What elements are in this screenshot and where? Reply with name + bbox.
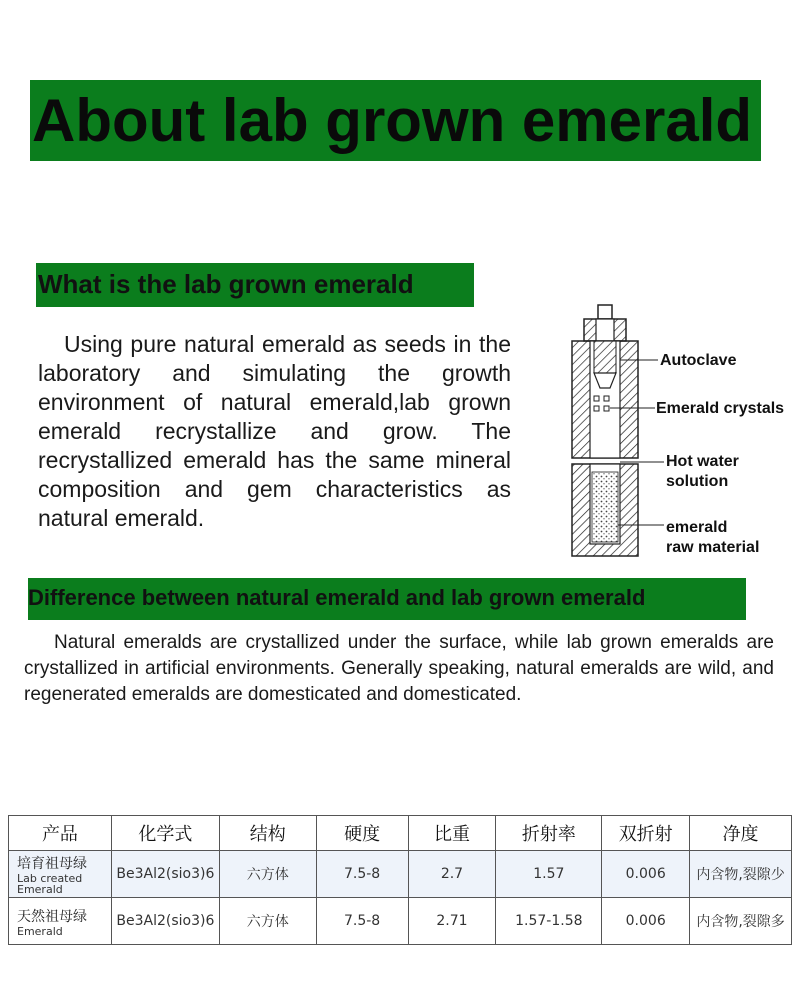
section2-body: Natural emeralds are crystallized under the surface, while lab grown emeralds are crystallized in artificial environments. Generally speaking, natural emeralds are wild, and regenerated emeralds are domesticated and domesticated. [24, 632, 774, 705]
table-cell: 7.5-8 [316, 851, 408, 898]
comparison-table [8, 815, 792, 945]
table-cell: 1.57 [496, 851, 602, 898]
table-cell: 六方体 [219, 898, 316, 945]
table-cell: Be3Al2(sio3)6 [111, 898, 219, 945]
table-header: 净度 [690, 816, 792, 851]
product-name: 培育祖母绿 [17, 856, 87, 872]
label-emerald-raw: emerald [666, 519, 728, 536]
product-name-en: Emerald [17, 883, 63, 896]
table-row [9, 898, 792, 945]
table-header-row [9, 816, 792, 851]
table-cell: 2.71 [408, 898, 496, 945]
section1-heading-banner [36, 263, 474, 307]
table-cell: 1.57-1.58 [496, 898, 602, 945]
section1-heading: What is the lab grown emerald [38, 269, 414, 299]
label-hot-water: Hot water [666, 453, 739, 470]
table-header: 比重 [408, 816, 496, 851]
table-cell: Be3Al2(sio3)6 [111, 851, 219, 898]
label-autoclave: Autoclave [660, 352, 737, 369]
table-cell-product [9, 851, 112, 898]
table-header: 双折射 [602, 816, 690, 851]
table-cell: 0.006 [602, 851, 690, 898]
table-header: 硬度 [316, 816, 408, 851]
table-row [9, 851, 792, 898]
table-header: 结构 [219, 816, 316, 851]
label-emerald-crystals: Emerald crystals [656, 400, 785, 417]
table-header: 化学式 [111, 816, 219, 851]
table-cell: 2.7 [408, 851, 496, 898]
table-header: 折射率 [496, 816, 602, 851]
section1-body: Using pure natural emerald as seeds in the laboratory and simulating the growth environment of natural emerald,lab grown emerald recrystallize and grow. The recrystallized emerald has the same mineral composition and gem characteristics as natural emerald. [38, 331, 511, 531]
label-raw-material: raw material [666, 539, 760, 556]
table-cell: 7.5-8 [316, 898, 408, 945]
product-name-en: Emerald [17, 924, 63, 938]
label-solution: solution [666, 473, 729, 490]
title-banner [30, 80, 761, 161]
table-cell: 内含物,裂隙少 [690, 851, 792, 898]
table-header: 产品 [9, 816, 112, 851]
table-cell: 内含物,裂隙多 [690, 898, 792, 945]
section2-heading-banner [28, 578, 746, 620]
page-title: About lab grown emerald [32, 87, 753, 154]
table-cell: 0.006 [602, 898, 690, 945]
product-name-en: Lab created [17, 872, 83, 885]
table-cell: 六方体 [219, 851, 316, 898]
section2-heading: Difference between natural emerald and lab grown emerald [28, 585, 646, 610]
autoclave-diagram [560, 300, 800, 562]
table-cell-product [9, 898, 112, 945]
product-name: 天然祖母绿 [17, 908, 87, 925]
